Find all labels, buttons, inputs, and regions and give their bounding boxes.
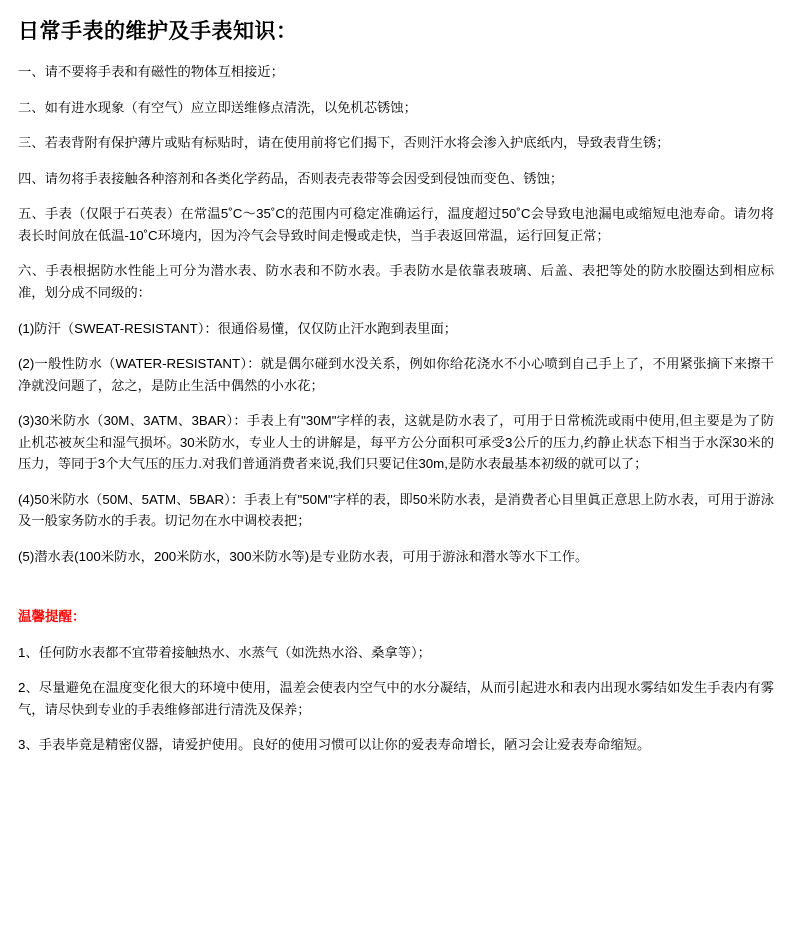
paragraph-5: 五、手表（仅限于石英表）在常温5˚C～35˚C的范围内可稳定准确运行，温度超过50˚C会导致电池漏电或缩短电池寿命。请勿将表长时间放在低温-10˚C环境内，因为冷气会导致时间走慢或走快，当手表返回常温，运行回复正常；: [18, 206, 774, 243]
waterproof-level-50m: (4)50米防水（50M、5ATM、5BAR）：手表上有"50M"字样的表，即50米防水表，是消费者心目里眞正意思上防水表，可用于游泳及一般家务防水的手表。切记勿在水中调校表把；: [18, 491, 774, 529]
paragraph-1: 一、请不要将手表和有磁性的物体互相接近；: [18, 64, 284, 80]
paragraph-4: 四、请勿将手表接触各种溶剂和各类化学药品，否则表壳表带等会因受到侵蚀而变色、锈蚀；: [18, 170, 564, 186]
waterproof-level-diving: (5)潜水表(100米防水，200米防水，300米防水等)是专业防水表，可用于游泳和潜水等水下工作。: [18, 548, 589, 564]
notice-title: 温馨提醒：: [18, 609, 86, 625]
notice-item-2: 2、尽量避免在温度变化很大的环境中使用，温差会使表内空气中的水分凝结，从而引起进水和表内出现水雾结如发生手表内有雾气，请尽快到专业的手表维修部进行清洗及保养；: [18, 680, 774, 717]
page-title: 日常手表的维护及手表知识：: [18, 20, 298, 43]
notice-item-1: 1、任何防水表都不宜带着接触热水、水蒸气（如洗热水浴、桑拿等）；: [18, 644, 431, 660]
paragraph-6: 六、手表根据防水性能上可分为潜水表、防水表和不防水表。手表防水是依靠表玻璃、后盖、表把等处的防水胶圈达到相应标准，划分成不同级的：: [18, 263, 774, 301]
paragraph-3: 三、若表背附有保护薄片或贴有标贴时，请在使用前将它们揭下，否则汗水将会渗入护底纸内，导致表背生锈；: [18, 135, 670, 151]
waterproof-level-30m: (3)30米防水（30M、3ATM、3BAR）：手表上有"30M"字样的表，这就是防水表了，可用于日常梳洗或雨中使用,但主要是为了防止机芯被灰尘和湿气损坏。30米防水，专业人士的讲解是，每平方公分面积可承受3公斤的压力,约静止状态下相当于水深30米的压力，等同于3个大气压的压力.对我们普通消费者来说,我们只要记住30m,是防水表最基本初级的就可以了；: [18, 413, 774, 472]
waterproof-level-general: (2)一般性防水（WATER-RESISTANT）：就是偶尔碰到水没关系，例如你给花浇水不小心喷到自己手上了，不用紧张摘下来擦干净就没问题了，忿之，是防止生活中偶然的小水花；: [18, 356, 774, 393]
notice-item-3: 3、手表毕竟是精密仪器，请爱护使用。良好的使用习惯可以让你的爱表寿命增长，陋习会让爱表寿命缩短。: [18, 737, 651, 753]
section-spacer: [18, 581, 774, 607]
waterproof-level-sweat: (1)防汗（SWEAT-RESISTANT）：很通俗易懂，仅仅防止汗水跑到表里面；: [18, 320, 458, 336]
paragraph-2: 二、如有进水现象（有空气）应立即送维修点清洗，以免机芯锈蚀；: [18, 99, 417, 115]
